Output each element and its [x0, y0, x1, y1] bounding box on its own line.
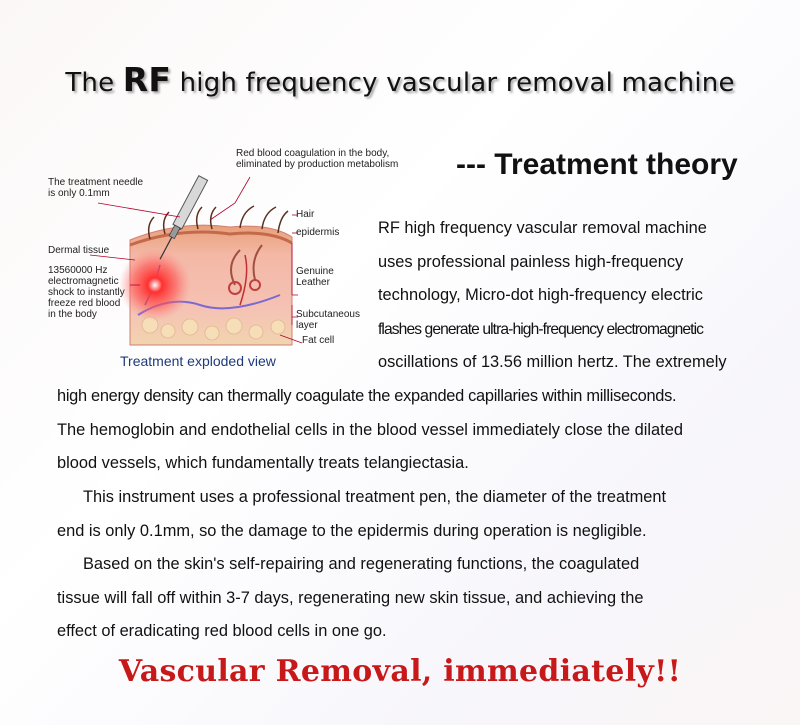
- subcutaneous-label: Subcutaneous layer: [296, 309, 360, 331]
- epidermis-label: epidermis: [296, 227, 340, 238]
- body-line: oscillations of 13.56 million hertz. The extremely: [378, 353, 727, 372]
- body-line: RF high frequency vascular removal machine: [378, 219, 707, 237]
- needle-label: The treatment needle is only 0.1mm: [48, 177, 144, 199]
- shock-label: 13560000 Hz electromagnetic shock to instantly freeze red blood in the body: [48, 265, 125, 320]
- coagulation-label: Red blood coagulation in the body, eliminated by production metabolism: [236, 148, 399, 170]
- body-line: technology, Micro-dot high-frequency electric: [378, 286, 703, 305]
- title-highlight: RF: [122, 60, 172, 99]
- skin-diagram: [40, 145, 399, 380]
- figure-caption: Treatment exploded view: [120, 353, 276, 369]
- treatment-pen-paragraph: [57, 481, 777, 548]
- genuine-leather-label: Genuine Leather: [296, 266, 334, 288]
- body-line: tissue will fall off within 3-7 days, regenerating new skin tissue, and achieving the: [57, 588, 644, 607]
- regeneration-paragraph: [57, 548, 777, 649]
- title-post: high frequency vascular removal machine: [171, 68, 735, 98]
- body-line: blood vessels, which fundamentally treats telangiectasia.: [57, 454, 469, 473]
- theory-paragraph-right: [378, 212, 778, 380]
- hair-label: Hair: [296, 209, 315, 220]
- fat-cell-label: Fat cell: [302, 335, 335, 346]
- body-line: uses professional painless high-frequency: [378, 252, 684, 271]
- body-line: Based on the skin's self-repairing and regenerating functions, the coagulated: [83, 555, 640, 573]
- slogan: Vascular Removal, immediately!!: [118, 654, 682, 689]
- body-line: flashes generate ultra-high-frequency electromagnetic: [378, 320, 704, 338]
- body-line: high energy density can thermally coagulate the expanded capillaries within milliseconds.: [57, 387, 677, 405]
- page-title: [0, 60, 800, 99]
- treatment-theory-heading: --- Treatment theory: [456, 148, 738, 181]
- title-pre: The: [65, 68, 123, 98]
- body-line: The hemoglobin and endothelial cells in the blood vessel immediately close the dilated: [57, 420, 683, 439]
- body-line: This instrument uses a professional treatment pen, the diameter of the treatment: [83, 488, 667, 506]
- theory-paragraph-full: [57, 380, 777, 481]
- body-line: effect of eradicating red blood cells in one go.: [57, 622, 387, 641]
- dermal-tissue-label: Dermal tissue: [48, 245, 110, 256]
- body-line: end is only 0.1mm, so the damage to the epidermis during operation is negligible.: [57, 521, 647, 540]
